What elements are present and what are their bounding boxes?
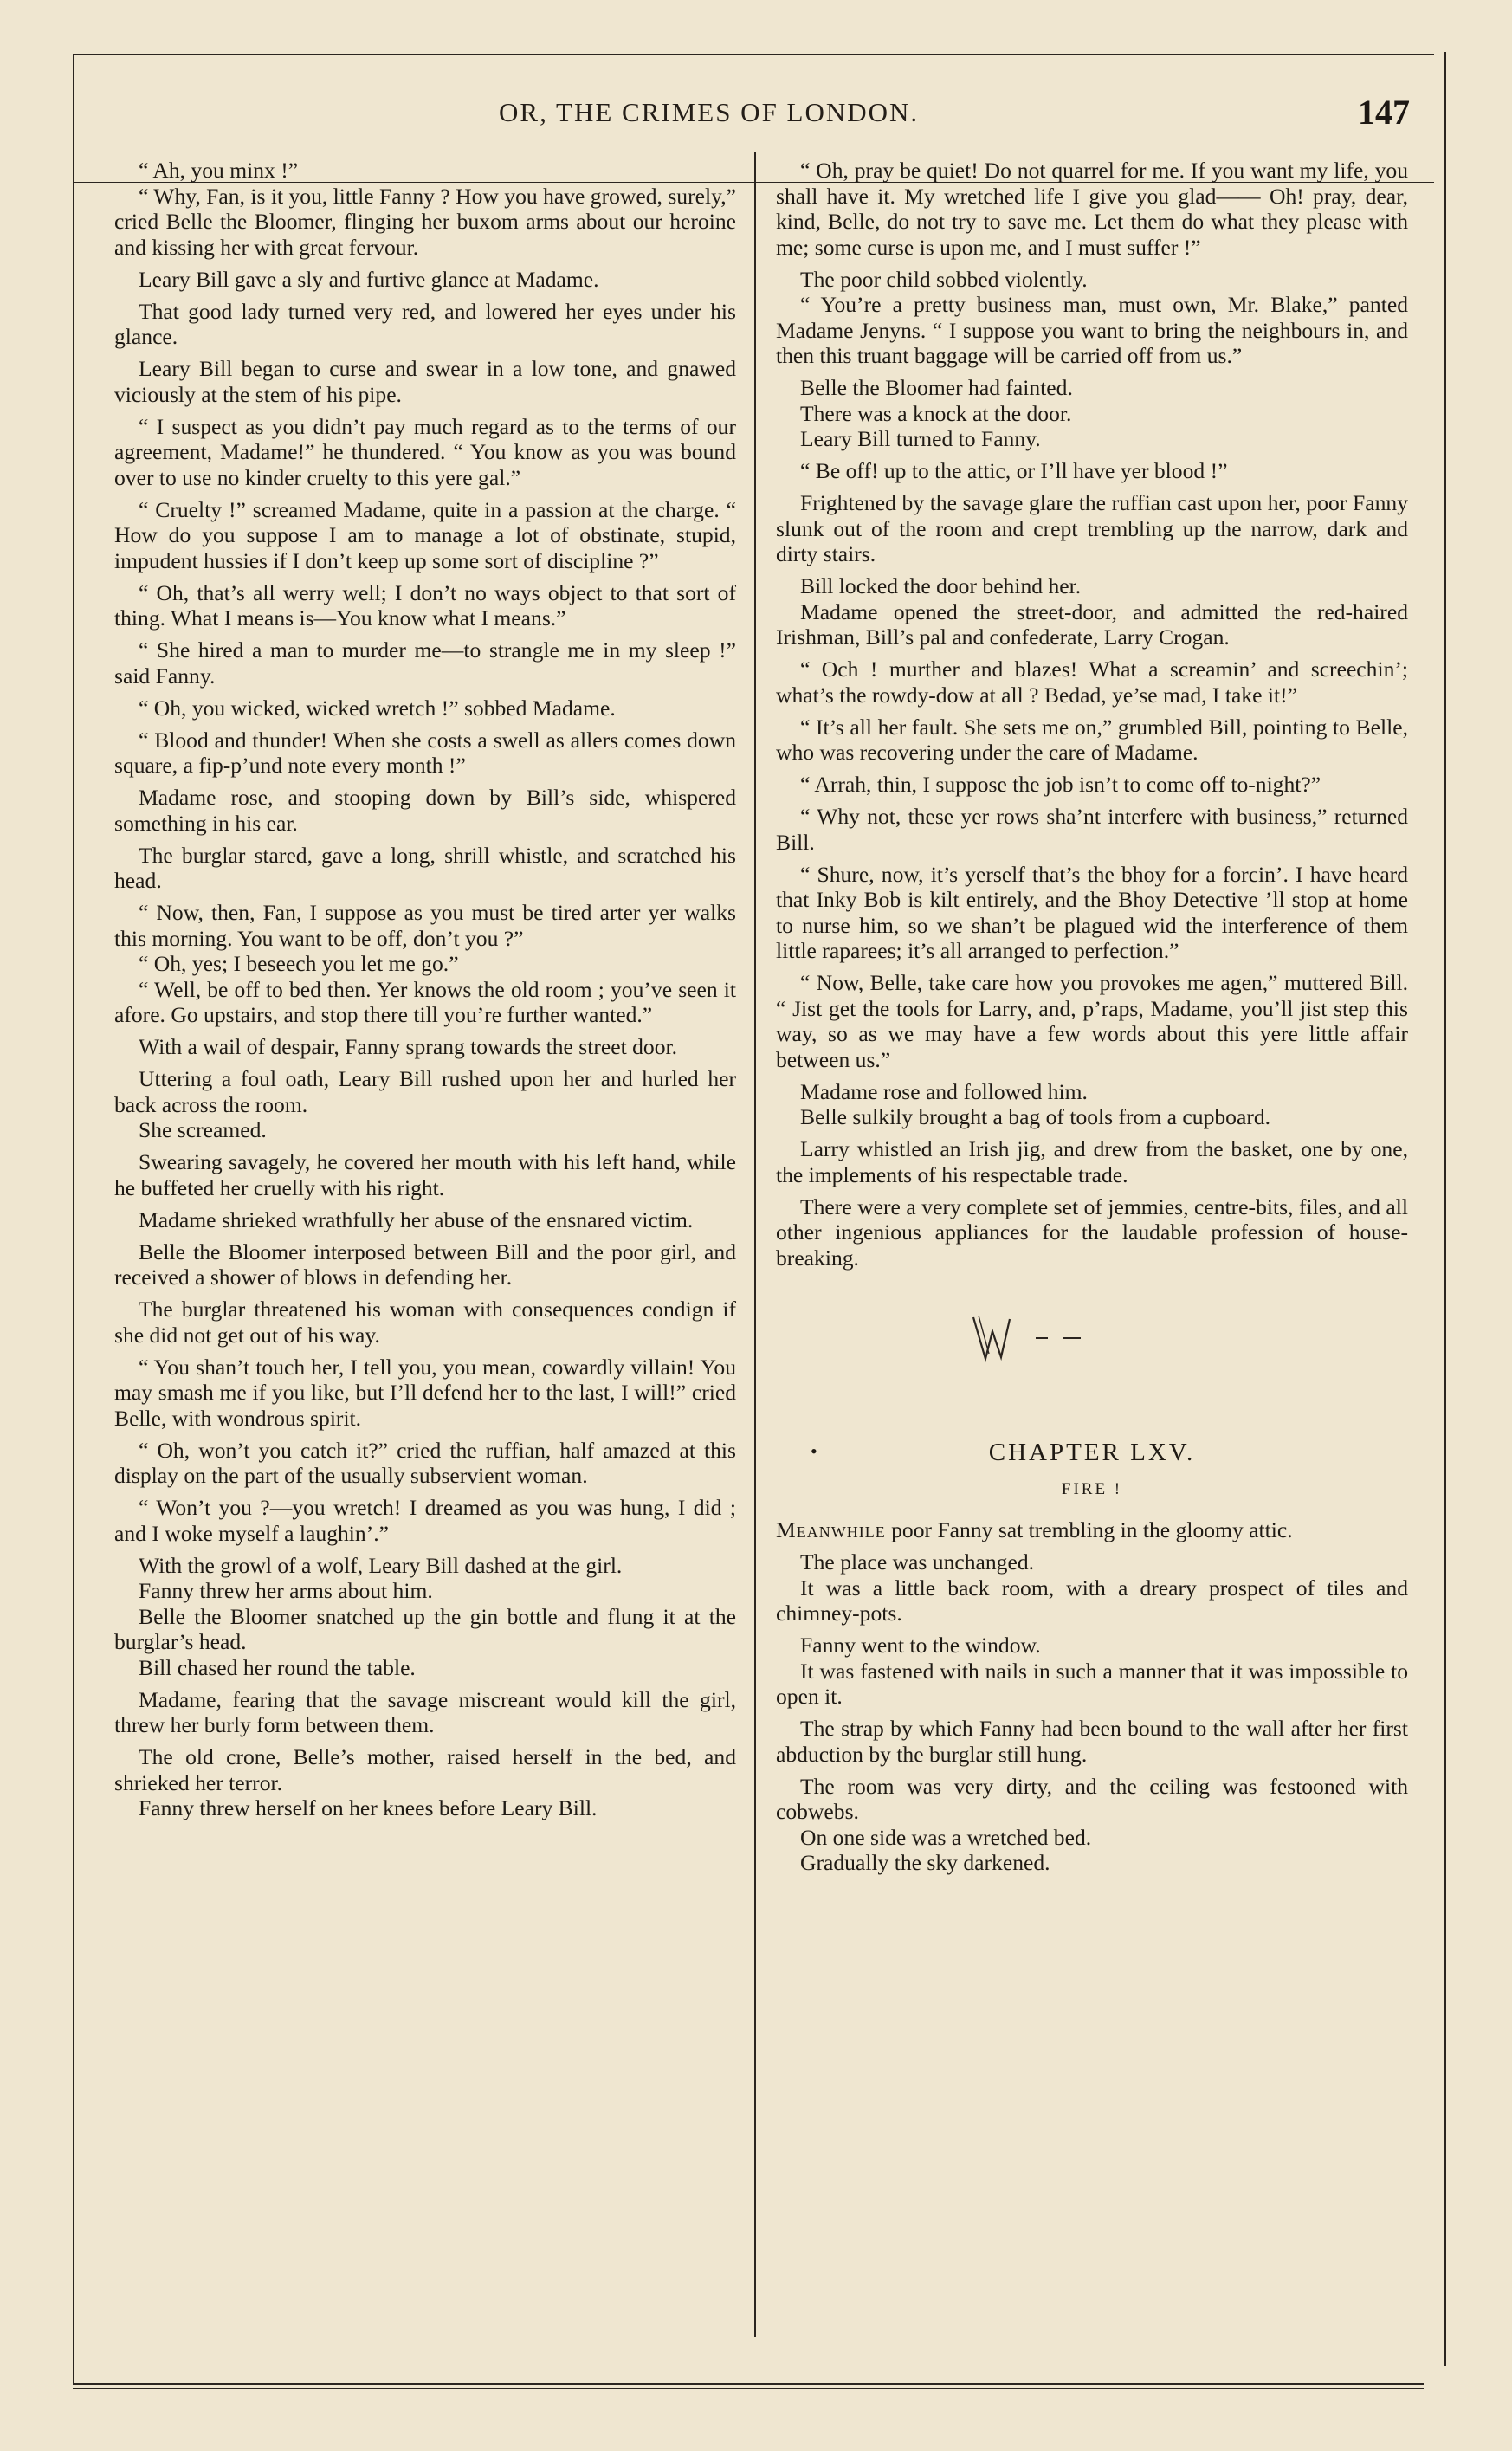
chapter-heading (776, 1440, 1408, 1466)
paragraph: The burglar threatened his woman with consequences condign if she did not get out of his way. (114, 1297, 736, 1348)
paragraph: “ Och ! murther and blazes! What a screamin’ and screechin’; what’s the rowdy-dow at all ? Bedad, ye’se mad, I take it!” (776, 656, 1408, 708)
right-column-paragraphs (776, 158, 1408, 1271)
paragraph: “ Shure, now, it’s yerself that’s the bhoy for a forcin’. I have heard that Inky Bob is kilt entirely, and the Bhoy Detective ’ll stop at home to nurse him, so we shan’t be plagued wid the interference of them little raparees; it’s all arranged to perfection.” (776, 861, 1408, 963)
paragraph: Belle the Bloomer snatched up the gin bottle and flung it at the burglar’s head. (114, 1603, 736, 1654)
left-column (114, 158, 736, 1827)
paragraph: On one side was a wretched bed. (800, 1824, 1092, 1850)
paragraph: “ Cruelty !” screamed Madame, quite in a passion at the charge. “ How do you suppose I am to manage a lot of obstinate, stupid, impudent hussies if I don’t keep up some sort of discipline ?” (114, 496, 736, 573)
paragraph: “ Won’t you ?—you wretch! I dreamed as you was hung, I did ; and I woke myself a laughin’.” (114, 1495, 736, 1546)
paragraph: The poor child sobbed violently. (800, 266, 1088, 292)
paragraph: Madame shrieked wrathfully her abuse of the ensnared victim. (139, 1206, 694, 1232)
paragraph: “ Now, Belle, take care how you provokes me agen,” muttered Bill. “ Jist get the tools for Larry, and, p’raps, Madame, you’ll jist step this way, so as we may have a few words about this yere little affair between us.” (776, 970, 1408, 1072)
paragraph: “ Arrah, thin, I suppose the job isn’t to come off to-night?” (800, 772, 1321, 797)
paragraph: The place was unchanged. (800, 1549, 1035, 1575)
paragraph: Gradually the sky darkened. (800, 1850, 1050, 1875)
paragraph: The strap by which Fanny had been bound to the wall after her first abduction by the burglar still hung. (776, 1716, 1408, 1767)
paragraph: “ Oh, you wicked, wicked wretch !” sobbed Madame. (139, 695, 616, 721)
paragraph: Belle the Bloomer interposed between Bill and the poor girl, and received a shower of blows in defending her. (114, 1238, 736, 1290)
paragraph: “ Blood and thunder! When she costs a swell as allers comes down square, a fip-p’und note every month !” (114, 727, 736, 778)
paragraph: She screamed. (139, 1117, 267, 1142)
paragraph: Leary Bill began to curse and swear in a low tone, and gnawed viciously at the stem of his pipe. (114, 356, 736, 407)
chapter-title: FIRE ! (1061, 1479, 1123, 1498)
chapter-paragraphs (776, 1549, 1408, 1876)
paragraph: Uttering a foul oath, Leary Bill rushed upon her and hurled her back across the room. (114, 1066, 736, 1117)
paragraph: Leary Bill gave a sly and furtive glance at Madame. (139, 266, 599, 292)
paragraph: There was a knock at the door. (800, 400, 1072, 426)
section-ornament (776, 1288, 1408, 1418)
paragraph: Fanny threw her arms about him. (139, 1578, 433, 1603)
paragraph: “ Oh, won’t you catch it?” cried the ruffian, half amazed at this display on the part of the usually subservient woman. (114, 1437, 736, 1488)
paragraph: The burglar stared, gave a long, shrill whistle, and scratched his head. (114, 842, 736, 893)
paragraph: Fanny went to the window. (800, 1633, 1041, 1658)
paragraph: Madame opened the street-door, and admitted the red-haired Irishman, Bill’s pal and confederate, Larry Crogan. (776, 598, 1408, 650)
chapter-lead-word: Meanwhile (776, 1517, 886, 1542)
ornament-mark (966, 1314, 1140, 1366)
paragraph: “ You’re a pretty business man, must own, Mr. Blake,” panted Madame Jenyns. “ I suppose you want to bring the neighbours in, and then this truant baggage will be carried off from us.” (776, 292, 1408, 368)
paragraph: The room was very dirty, and the ceiling was festooned with cobwebs. (776, 1773, 1408, 1824)
paragraph: Madame, fearing that the savage miscreant would kill the girl, threw her burly form between them. (114, 1686, 736, 1737)
paragraph: “ Oh, that’s all werry well; I don’t no ways object to that sort of thing. What I means is—You know what I means.” (114, 579, 736, 631)
bullet-mark: • (811, 1440, 820, 1462)
paragraph: That good lady turned very red, and lowered her eyes under his glance. (114, 298, 736, 349)
page-number: 147 (1358, 93, 1410, 132)
paragraph: Fanny threw herself on her knees before Leary Bill. (139, 1795, 598, 1820)
paragraph: “ Be off! up to the attic, or I’ll have yer blood !” (800, 458, 1228, 483)
right-column (776, 158, 1408, 1882)
paragraph: It was a little back room, with a dreary prospect of tiles and chimney-pots. (776, 1575, 1408, 1626)
paragraph: There were a very complete set of jemmies, centre-bits, files, and all other ingenious appliances for the laudable profession of house-breaking. (776, 1193, 1408, 1271)
paragraph: “ Oh, pray be quiet! Do not quarrel for me. If you want my life, you shall have it. My wretched life I give you glad—— Oh! pray, dear, kind, Belle, do not try to save me. Let them do what they please with me; some curse is upon me, and I must suffer !” (776, 158, 1408, 260)
paragraph: With the growl of a wolf, Leary Bill dashed at the girl. (139, 1552, 623, 1578)
chapter-first-paragraph-text: poor Fanny sat trembling in the gloomy attic. (885, 1517, 1293, 1542)
paragraph: Frightened by the savage glare the ruffian cast upon her, poor Fanny slunk out of the room and crept trembling up the narrow, dark and dirty stairs. (776, 490, 1408, 566)
paragraph: Bill locked the door behind her. (800, 573, 1082, 598)
paragraph: “ It’s all her fault. She sets me on,” grumbled Bill, pointing to Belle, who was recovering under the care of Madame. (776, 714, 1408, 765)
chapter-number: CHAPTER LXV. (988, 1439, 1196, 1466)
paragraph: Madame rose, and stooping down by Bill’s side, whispered something in his ear. (114, 785, 736, 836)
bottom-rule (73, 2383, 1424, 2385)
paragraph: Leary Bill turned to Fanny. (800, 426, 1041, 451)
paragraph: Madame rose and followed him. (800, 1078, 1088, 1104)
paragraph: Belle sulkily brought a bag of tools from a cupboard. (800, 1104, 1271, 1129)
page-frame (73, 54, 1434, 2383)
paragraph: “ I suspect as you didn’t pay much regard as to the terms of our agreement, Madame!” he thundered. “ You know as you was bound over to use no kinder cruelty to this yere gal.” (114, 413, 736, 490)
paragraph: With a wail of despair, Fanny sprang towards the street door. (139, 1034, 677, 1059)
paragraph: Larry whistled an Irish jig, and drew from the basket, one by one, the implements of his respectable trade. (776, 1136, 1408, 1187)
column-rule (754, 152, 756, 2337)
paragraph: Bill chased her round the table. (139, 1654, 416, 1680)
paragraph: “ Well, be off to bed then. Yer knows the old room ; you’ve seen it afore. Go upstairs, and stop there till you’re further wanted.” (114, 976, 736, 1027)
paragraph: “ Ah, you minx !” (139, 158, 299, 183)
running-head (74, 93, 1434, 149)
paragraph: “ Why, Fan, is it you, little Fanny ? How you have growed, surely,” cried Belle the Bloomer, flinging her buxom arms about our heroine and kissing her with great fervour. (114, 183, 736, 260)
chapter-first-paragraph (776, 1517, 1408, 1543)
bottom-rule-thin (73, 2388, 1424, 2389)
paragraph: “ Now, then, Fan, I suppose as you must be tired arter yer walks this morning. You want to be off, don’t you ?” (114, 900, 736, 951)
paragraph: The old crone, Belle’s mother, raised herself in the bed, and shrieked her terror. (114, 1744, 736, 1795)
paragraph: “ You shan’t touch her, I tell you, you mean, cowardly villain! You may smash me if you like, but I’ll defend her to the last, I will!” cried Belle, with wondrous spirit. (114, 1354, 736, 1431)
paragraph: “ Why not, these yer rows sha’nt interfere with business,” returned Bill. (776, 804, 1408, 855)
running-title: OR, THE CRIMES OF LONDON. (499, 97, 920, 127)
paragraph: Belle the Bloomer had fainted. (800, 375, 1073, 400)
paragraph: Swearing savagely, he covered her mouth with his left hand, while he buffeted her cruelly with his right. (114, 1149, 736, 1200)
paragraph: It was fastened with nails in such a manner that it was impossible to open it. (776, 1658, 1408, 1709)
paragraph: “ She hired a man to murder me—to strangle me in my sleep !” said Fanny. (114, 637, 736, 689)
paragraph: “ Oh, yes; I beseech you let me go.” (139, 951, 459, 976)
